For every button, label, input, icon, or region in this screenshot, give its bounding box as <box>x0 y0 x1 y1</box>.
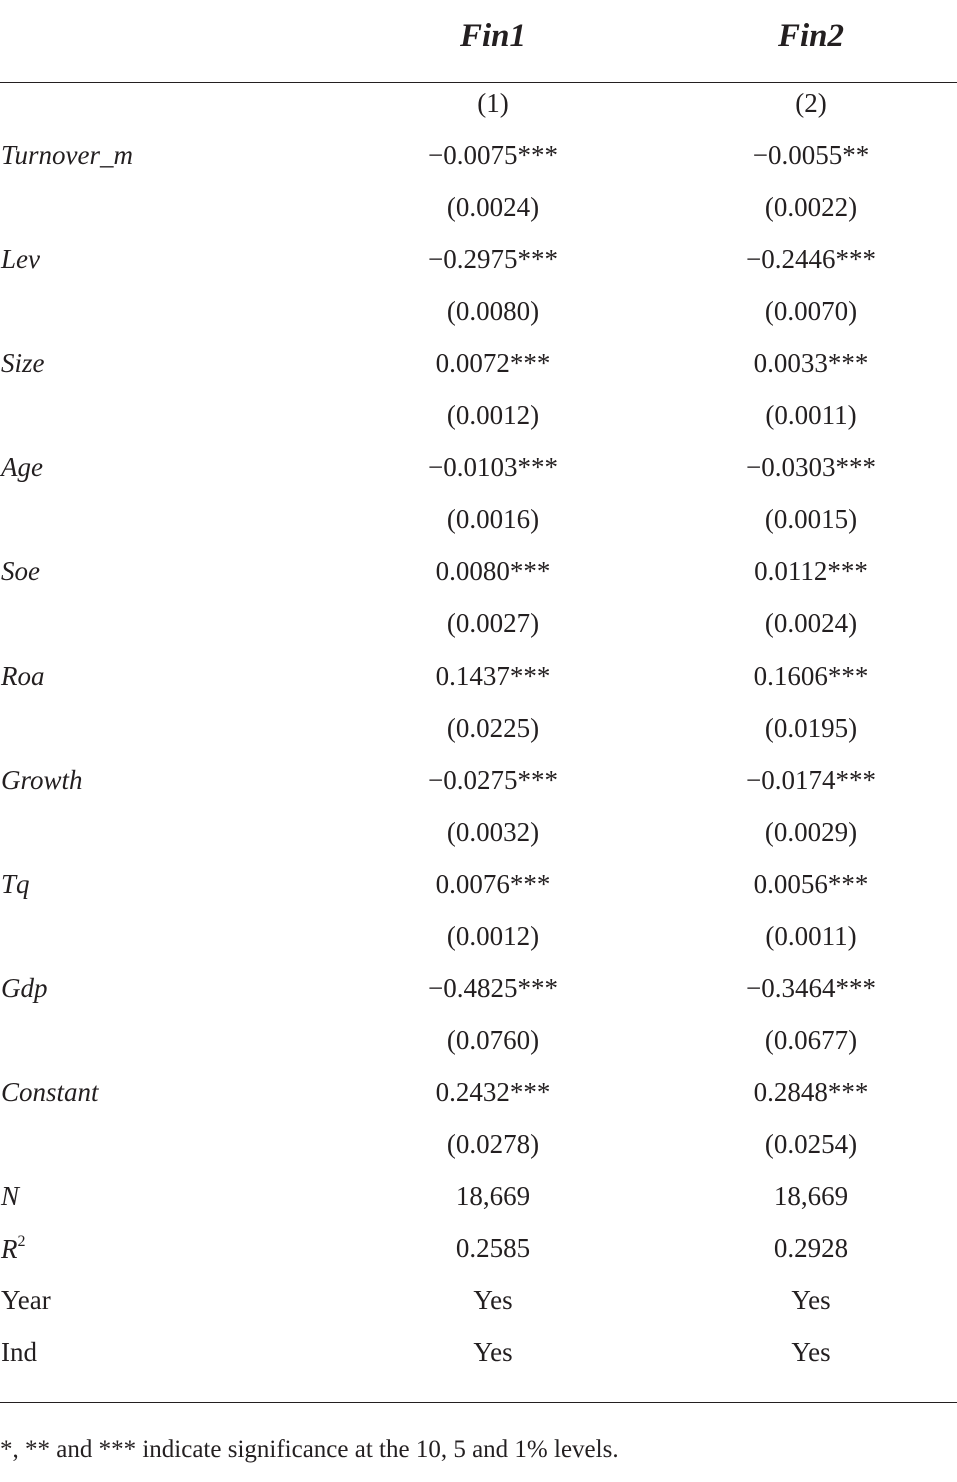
row-label <box>1 765 83 796</box>
row-label <box>1 869 30 900</box>
row-label <box>1 1337 37 1368</box>
table-row <box>0 757 957 809</box>
row-label-text: Gdp <box>1 972 48 1003</box>
cell-fin1: 0.2432*** <box>435 1076 551 1107</box>
cell-fin2: −0.3464*** <box>746 972 876 1003</box>
cell-fin1: Yes <box>473 1337 513 1368</box>
table-row <box>0 184 957 236</box>
cell-fin1: −0.0075*** <box>428 140 558 170</box>
table-row <box>0 965 957 1017</box>
cell-fin1: Yes <box>473 1285 513 1316</box>
cell-fin2: (0.0011) <box>765 400 857 431</box>
row-label <box>1 556 40 587</box>
row-label <box>1 973 48 1004</box>
table-row <box>0 1173 957 1225</box>
row-label-text: Size <box>1 348 45 379</box>
table-row <box>0 444 957 496</box>
row-label-text: Turnover_m <box>1 140 134 170</box>
table-row <box>0 653 957 705</box>
cell-fin2: (0.0022) <box>764 192 858 223</box>
cell-fin2: 0.0112*** <box>754 556 868 587</box>
cell-fin2: (0.0070) <box>764 296 858 327</box>
table-row <box>0 340 957 392</box>
cell-fin1: (0.0024) <box>446 192 540 223</box>
row-label-superscript: 2 <box>17 1233 26 1251</box>
cell-fin2: −0.0303*** <box>746 452 876 483</box>
row-label <box>1 244 40 275</box>
cell-fin1: (0.0016) <box>446 504 540 535</box>
table-row <box>0 1017 957 1069</box>
row-label-text: Tq <box>1 868 30 899</box>
cell-fin2: 0.1606*** <box>753 660 869 691</box>
table-row <box>0 861 957 913</box>
cell-fin1: 18,669 <box>455 1181 531 1211</box>
cell-fin1: −0.0103*** <box>428 452 558 483</box>
row-label-text: R <box>1 1234 18 1265</box>
row-label <box>1 1233 26 1265</box>
cell-fin1: (0.0225) <box>446 712 540 743</box>
cell-fin1: (0.0027) <box>446 608 540 639</box>
row-label <box>1 348 45 379</box>
cell-fin2: (0.0011) <box>765 920 857 951</box>
cell-fin1: (0.0012) <box>446 400 540 431</box>
table-header <box>0 0 957 82</box>
cell-fin2: 0.2928 <box>773 1233 849 1264</box>
cell-fin2: −0.0055** <box>752 140 870 170</box>
row-label-text: Roa <box>1 660 45 691</box>
table-row <box>0 913 957 965</box>
table-row <box>0 496 957 548</box>
cell-fin2: Yes <box>791 1285 831 1316</box>
row-label <box>1 1285 51 1316</box>
cell-fin1: −0.0275*** <box>428 764 558 795</box>
row-label-text: Growth <box>1 764 83 795</box>
table-row <box>0 1069 957 1121</box>
cell-fin2: 18,669 <box>773 1181 849 1211</box>
table-row <box>0 392 957 444</box>
cell-fin2: −0.0174*** <box>746 764 876 795</box>
cell-fin2: (0.0029) <box>764 816 858 847</box>
table-row <box>0 1225 957 1277</box>
table-row <box>0 809 957 861</box>
column-number-row <box>0 80 957 132</box>
table-footnote: *, ** and *** indicate significance at the 10, 5 and 1% levels. <box>0 1436 619 1463</box>
column-number-1: (1) <box>477 88 509 118</box>
row-label <box>1 1077 99 1108</box>
row-label <box>1 661 45 692</box>
cell-fin1: 0.2585 <box>455 1233 531 1264</box>
cell-fin2: (0.0677) <box>764 1024 858 1055</box>
table-row <box>0 1329 957 1381</box>
cell-fin1: 0.0076*** <box>435 868 551 899</box>
bottom-rule <box>0 1402 957 1403</box>
table-row <box>0 288 957 340</box>
cell-fin1: 0.0080*** <box>435 556 551 587</box>
cell-fin1: (0.0278) <box>446 1128 540 1159</box>
table-row <box>0 548 957 600</box>
table-row <box>0 1277 957 1329</box>
cell-fin2: 0.0033*** <box>753 348 869 379</box>
row-label-text: Age <box>1 452 43 483</box>
cell-fin1: (0.0012) <box>446 920 540 951</box>
row-label <box>1 1181 19 1212</box>
row-label-text: Ind <box>1 1337 37 1368</box>
cell-fin1: −0.4825*** <box>428 972 558 1003</box>
cell-fin2: 0.2848*** <box>753 1076 869 1107</box>
cell-fin2: (0.0254) <box>764 1128 858 1159</box>
row-label-text: Lev <box>1 244 40 275</box>
cell-fin1: (0.0032) <box>446 816 540 847</box>
table-row <box>0 132 957 184</box>
cell-fin1: (0.0760) <box>446 1024 540 1055</box>
cell-fin1: (0.0080) <box>446 296 540 327</box>
row-label <box>1 140 133 171</box>
column-header-fin1: Fin1 <box>459 18 527 54</box>
cell-fin1: 0.0072*** <box>435 348 551 379</box>
cell-fin1: 0.1437*** <box>435 660 551 691</box>
table-row <box>0 705 957 757</box>
cell-fin2: (0.0024) <box>764 608 858 639</box>
row-label <box>1 452 43 483</box>
cell-fin2: −0.2446*** <box>746 244 876 275</box>
cell-fin2: Yes <box>791 1337 831 1368</box>
column-number-2: (2) <box>795 88 827 118</box>
row-label-text: Constant <box>1 1076 99 1107</box>
table-row <box>0 236 957 288</box>
cell-fin2: (0.0195) <box>764 712 858 743</box>
row-label-text: N <box>1 1181 20 1211</box>
column-header-fin2: Fin2 <box>777 18 845 54</box>
row-label-text: Soe <box>1 556 40 587</box>
cell-fin2: (0.0015) <box>764 504 858 535</box>
table-row <box>0 600 957 652</box>
cell-fin2: 0.0056*** <box>753 868 869 899</box>
cell-fin1: −0.2975*** <box>428 244 558 275</box>
table-row <box>0 1121 957 1173</box>
row-label-text: Year <box>1 1285 51 1316</box>
